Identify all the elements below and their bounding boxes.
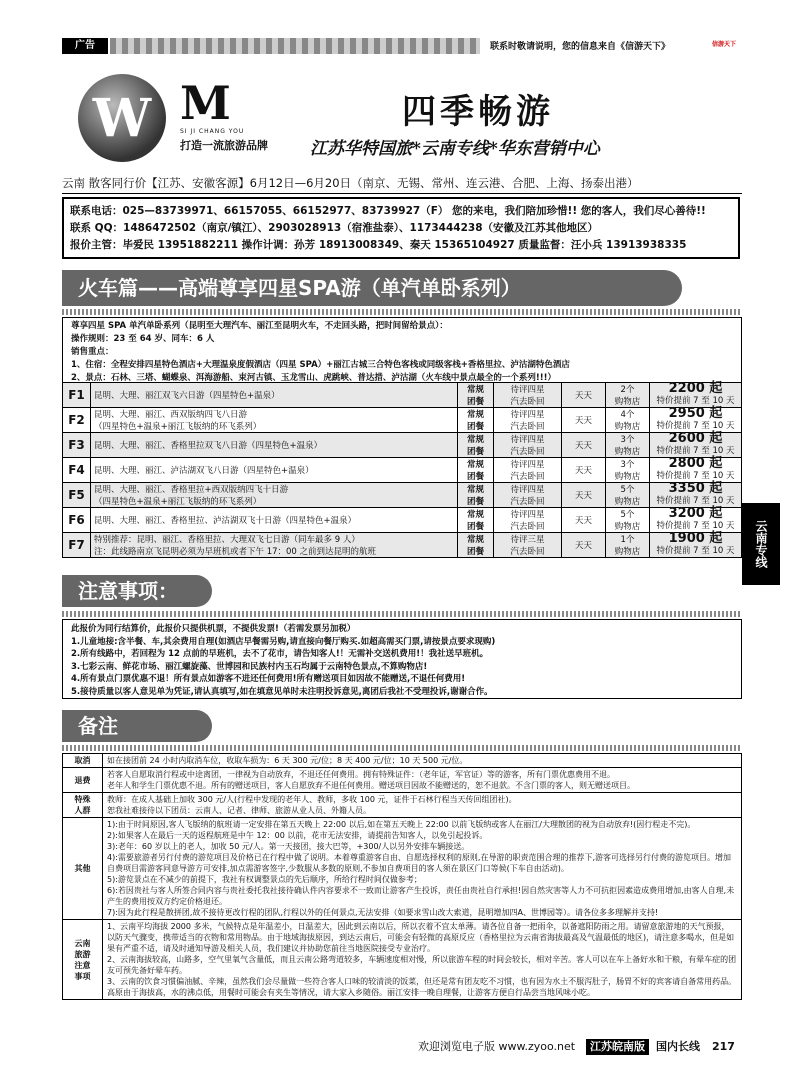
route-meal: 常规 团餐 [458, 408, 494, 433]
remark-label: 云南 旅游 注意 事项 [63, 920, 103, 1000]
note-line: 此报价为同行结算价，此报价只提供机票，不提供发票!（若需发票另加税） [71, 624, 356, 634]
route-price: 3200 起 [668, 506, 723, 521]
route-row [63, 533, 742, 558]
brand-slogan: 打造一流旅游品牌 [180, 139, 268, 152]
route-price-note: 特价提前 7 至 10 天 [656, 521, 735, 531]
page-footer [62, 1036, 742, 1058]
route-name: 昆明、大理、丽江、香格里拉双飞八日游（四星特色+温泉） [91, 433, 458, 458]
remark-label: 取消 [63, 754, 103, 768]
route-shops: 3个 购物店 [606, 458, 650, 483]
route-transport: 待评四星 汽去卧回 [494, 458, 562, 483]
decorative-checker-strip [110, 38, 480, 54]
footer-edition: 江苏皖南版 [586, 1039, 649, 1055]
brand-name: 四季畅游 [402, 92, 554, 132]
note-line: 2.所有线路中，若回程为 12 点前的早班机，去不了花市，请告知客人!！无需补交送机费用!！我社送早班机。 [71, 649, 489, 659]
note-line: 1.儿童地接:含半餐、车,其余费用自理(如酒店早餐需另购,请直接向餐厅购买.如超高需买门票,请按景点要求现购) [71, 636, 496, 647]
route-shops: 3个 购物店 [606, 433, 650, 458]
route-meal: 常规 团餐 [458, 533, 494, 558]
route-transport: 待评四星 汽去卧回 [494, 408, 562, 433]
note-line: 5.接待质量以客人意见单为凭证,请认真填写,如在填意见单时未注明投诉意见,离团后我社不受理投诉,谢谢合作。 [71, 686, 493, 697]
ad-tag: 广告 [62, 38, 108, 54]
route-price-cell [650, 433, 742, 458]
remark-row [63, 768, 742, 793]
route-meal: 常规 团餐 [458, 458, 494, 483]
divider-stripe [62, 309, 742, 315]
route-code: F3 [63, 433, 91, 458]
side-category-tab: 云南专线 [742, 503, 780, 585]
remark-text: 教师：在成人基础上加收 300 元/人(行程中发现的老年人、教师，多收 100 元，证件于石林行程当天传回组团社)。 恕我社难接待以下团员：云南人、记者、律师、旅游从业人员、外籍人员。 [103, 793, 742, 818]
route-row [63, 383, 742, 408]
route-name: 昆明、大理、丽江双飞六日游（四星特色+温泉） [91, 383, 458, 408]
remark-row [63, 754, 742, 768]
route-transport: 待评四星 汽去卧回 [494, 483, 562, 508]
route-price-cell [650, 483, 742, 508]
contact-box [62, 197, 740, 259]
route-transport: 待评四星 汽去卧回 [494, 433, 562, 458]
route-code: F7 [63, 533, 91, 558]
agency-header [62, 60, 742, 170]
agency-w-logo: W [78, 74, 166, 162]
route-shops: 1个 购物店 [606, 533, 650, 558]
route-shops: 2个 购物店 [606, 383, 650, 408]
route-meal: 常规 团餐 [458, 383, 494, 408]
route-row [63, 458, 742, 483]
contact-managers: 报价主管：毕爱民 13951882211 操作计调：孙芳 18913008349、秦天 15365104927 质量监督：汪小兵 13913938335 [70, 239, 687, 251]
route-price-cell [650, 458, 742, 483]
route-price: 2800 起 [668, 456, 723, 471]
intro-line: 1、住宿：全程安排四星特色酒店+大理温泉度假酒店（四星 SPA）+丽江古城三合特色客栈或同级客栈+香格里拉、泸沽湖特色酒店 [71, 360, 570, 370]
divider-stripe [62, 611, 742, 617]
footer-category: 国内长线 [656, 1040, 700, 1053]
remark-label: 退费 [63, 768, 103, 793]
route-row [63, 508, 742, 533]
brand-pinyin: SI JI CHANG YOU [180, 128, 245, 135]
route-price-note: 特价提前 7 至 10 天 [656, 546, 735, 556]
notes-box [62, 619, 742, 699]
intro-line: 尊享四星 SPA 单汽单卧系列（昆明至大理汽车、丽江至昆明火车，不走回头路，把时间留给景点）： [71, 321, 448, 331]
remark-row [63, 920, 742, 1000]
route-departure: 天天 [562, 458, 606, 483]
brand-mark-logo [180, 78, 330, 164]
route-departure: 天天 [562, 533, 606, 558]
source-notice: 联系时敬请说明，您的信息来自《信游天下》 [490, 42, 671, 52]
route-transport: 待评三星 汽去卧回 [494, 533, 562, 558]
route-code: F2 [63, 408, 91, 433]
route-name: 昆明、大理、丽江、香格里拉、泸沽湖双飞十日游（四星特色+温泉） [91, 508, 458, 533]
routes-table [62, 382, 742, 558]
notes-section-title: 注意事项： [62, 575, 212, 607]
remark-text: 如在接团前 24 小时内取消车位，收取车损为：6 天 300 元/位；8 天 400 元/位；10 天 500 元/位。 [103, 754, 742, 768]
route-price: 1900 起 [668, 531, 723, 546]
route-price-cell [650, 383, 742, 408]
route-transport: 待评四星 汽去卧回 [494, 508, 562, 533]
route-price-note: 特价提前 7 至 10 天 [656, 446, 735, 456]
route-price: 2600 起 [668, 431, 723, 446]
route-name: 昆明、大理、丽江、西双版纳四飞八日游 （四星特色+温泉+丽江飞版纳的环飞系列） [91, 408, 458, 433]
route-name: 昆明、大理、丽江、泸沽湖双飞八日游（四星特色+温泉） [91, 458, 458, 483]
remark-row [63, 818, 742, 920]
route-price-note: 特价提前 7 至 10 天 [656, 396, 735, 406]
train-section-title: 火车篇——高端尊享四星SPA游（单汽单卧系列） [62, 270, 682, 306]
route-transport: 待评四星 汽去卧回 [494, 383, 562, 408]
route-price-cell [650, 508, 742, 533]
route-departure: 天天 [562, 483, 606, 508]
route-price: 2200 起 [668, 381, 723, 396]
remarks-section-title: 备注 [62, 710, 212, 742]
remark-row [63, 793, 742, 818]
brand-subtitle: 江苏华特国旅*云南专线*华东营销中心 [310, 139, 600, 159]
route-price-cell [650, 533, 742, 558]
route-price-note: 特价提前 7 至 10 天 [656, 471, 735, 481]
route-code: F6 [63, 508, 91, 533]
route-row [63, 433, 742, 458]
remark-text: 若客人自愿取消行程或中途离团，一律视为自动放弃，不退还任何费用。拥有特殊证件：（老年证，军官证）等的游客，所有门票优惠费用不退。 老年人和学生门票优惠不退。所有的赠送项目，客人自愿放弃不退任何费用。赠送项目因故不能赠送的，恕不退款。不含门票的客人，则无赠送项目。 [103, 768, 742, 793]
top-bar [0, 0, 800, 60]
route-price-note: 特价提前 7 至 10 天 [656, 496, 735, 506]
intro-line: 2、景点：石林、三塔、蝴蝶泉、洱海游船、束河古镇、玉龙雪山、虎跳峡、普达措、泸沽湖（火车线中景点最全的一个系列!!!） [71, 373, 557, 383]
divider-stripe [62, 745, 742, 751]
route-shops: 5个 购物店 [606, 483, 650, 508]
route-name: 昆明、大理、丽江、香格里拉+西双版纳四飞十日游 （四星特色+温泉+丽江飞版纳的环飞系列） [91, 483, 458, 508]
remarks-table [62, 753, 742, 1000]
remark-label: 特殊 人群 [63, 793, 103, 818]
series-intro [62, 317, 742, 387]
route-shops: 5个 购物店 [606, 508, 650, 533]
remark-text: 1、云南平均海拔 2000 多米，气候特点是年温差小，日温差大，因此到云南以后，所以衣着不宜太单薄。请各位自备一把雨伞，以备遮阳防雨之用。请留意旅游地的天气预报，以防天气骤变，携带适当的衣物和常用物品。由于地域海拔原因，到达云南后，可能会有轻微的高原反应（香格里拉为云南省海拔最高及气温最低的地区)，请注意多喝水，但是如果有严重不适，请及时通知导游及相关人员，我们建议并协助您前往当地医院接受专业治疗。 2、云南海拔较高，山路多，空气里氧气含量低，而且云南公路弯道较多，车辆速度相对慢，所以旅游车程的时间会较长，相对辛苦。客人可以在车上备好水和干粮，有晕车症的团友可预先备好晕车药。 3、云南的饮食习惯偏油腻、辛辣，虽然我们会尽量做一些符合客人口味的较清淡的饭菜，但还是常有团友吃不习惯，也有因为水土不服泻肚子，肠胃不好的宾客请自备常用药品。高原由于海拔高，水的沸点低，用餐时可能会有夹生等情况，请大家入乡随俗。丽江安排一晚自理餐，让游客方便自行品尝当地风味小吃。 [103, 920, 742, 1000]
route-price: 2950 起 [668, 406, 723, 421]
route-meal: 常规 团餐 [458, 433, 494, 458]
intro-line: 销售重点： [71, 347, 114, 357]
route-row [63, 483, 742, 508]
route-shops: 4个 购物店 [606, 408, 650, 433]
route-price-note: 特价提前 7 至 10 天 [656, 421, 735, 431]
route-meal: 常规 团餐 [458, 483, 494, 508]
page-number: 217 [712, 1040, 735, 1053]
contact-qq: 联系 QQ：1486472502（南京/镇江）、2903028913（宿淮盐泰）、1173444238（安徽及江苏其他地区） [70, 222, 599, 234]
note-line: 4.所有景点门票优惠不退！所有景点如游客不进还任何费用!所有赠送项目如因故不能赠送,不退任何费用! [71, 674, 466, 684]
route-departure: 天天 [562, 383, 606, 408]
intro-line: 操作规则：23 至 64 岁、同车：6 人 [71, 334, 215, 344]
route-name: 特别推荐：昆明、丽江、香格里拉、大理双飞七日游（同车最多 9 人） 注：此线路南京飞昆明必须为早班机或者下午 17：00 之前到达昆明的航班 [91, 533, 458, 558]
contact-phones: 联系电话：025—83739971、66157055、66152977、83739927（F） 您的来电，我们陪加珍惜!! 您的客人，我们尽心善待!! [70, 205, 706, 217]
route-price-cell [650, 408, 742, 433]
route-code: F1 [63, 383, 91, 408]
price-range-line: 云南 散客同行价【江苏、安徽客源】6月12日—6月20日（南京、无锡、常州、连云港、合肥、上海、扬泰出港） [62, 172, 742, 194]
route-code: F4 [63, 458, 91, 483]
magazine-logo: 信游天下 [712, 41, 737, 48]
remark-text: 1):由于时间原因,客人飞版纳的航班请一定安排在第五天晚上 22:00 以后,如在第五天晚上 22:00 以前飞版纳或客人在丽江/大理散团的视为自动放弃!(因行程走不完)。 2):如果客人在最后一天的返程航班是中午 12：00 以前，花市无法安排，请提前告知客人，以免引起投诉。 3):老年：60 岁以上的老人，加收 50 元/人。第一天接团，接大巴等，+300/人以另外安排车辆接送。 4):需要旅游者另行付费的游览项目及价格已在行程中做了说明。本着尊重游客自由、自愿选择权利的原则,在导游的职责范围合理的推荐下,游客可选择另行付费的游览项目。增加自费项目需游客同意导游方可安排,加点需游客签字,少数服从多数的原则,不参加自费项目的客人须在景区门口等候(下车自由活动)。 5):游览景点在不减少的前提下，我社有权调整景点的先后顺序，所给行程时间仅做参考； 6):若因贵社与客人所签合同内容与贵社委托我社接待确认件内容要求不一致而让游客产生投诉，责任由贵社自行承担!因自然灾害等人力不可抗拒因素造成费用增加,由客人自理,未产生的费用按双方约定价格退还。 7):因为此行程是散拼团,故不接待更改行程的团队,行程以外的任何景点,无法安排（如要求雪山改大索道，昆明增加四A、世博园等）。请各位多多理解并支持! [103, 818, 742, 920]
footer-website: 欢迎浏览电子版 www.zyoo.net [418, 1040, 576, 1053]
route-price: 3350 起 [668, 481, 723, 496]
route-departure: 天天 [562, 408, 606, 433]
route-code: F5 [63, 483, 91, 508]
route-meal: 常规 团餐 [458, 508, 494, 533]
brand-mark-glyph: M [180, 76, 231, 130]
route-row [63, 408, 742, 433]
note-line: 3.七彩云南、鲜花市场、丽江螺旋藻、世博园和民族村内玉石均属于云南特色景点,不算购物店! [71, 661, 428, 672]
remark-label: 其他 [63, 818, 103, 920]
route-departure: 天天 [562, 508, 606, 533]
route-departure: 天天 [562, 433, 606, 458]
